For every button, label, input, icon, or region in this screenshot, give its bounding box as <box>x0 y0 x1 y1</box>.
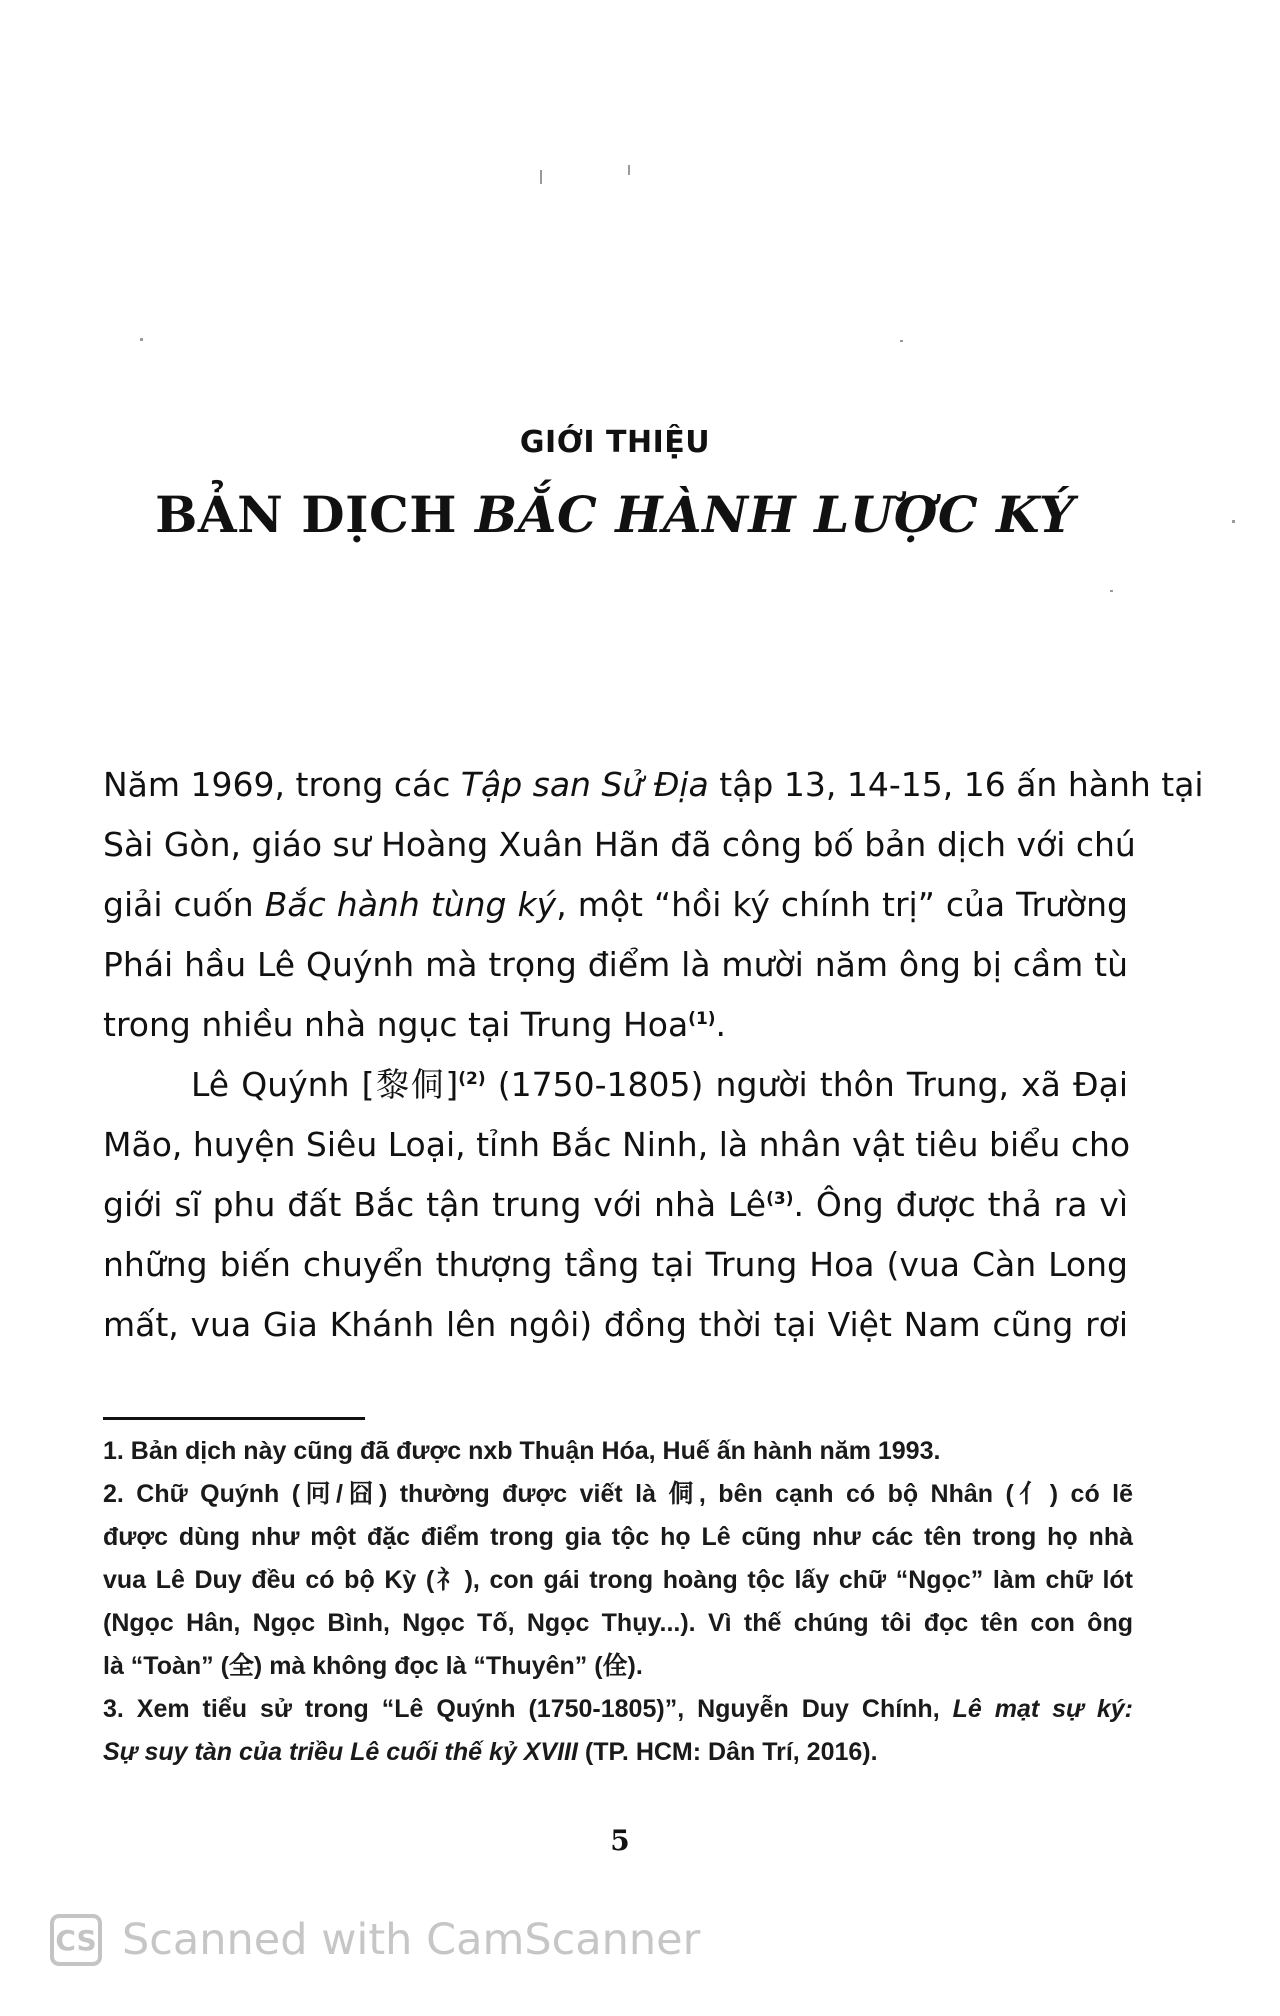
footnotes <box>103 1430 1133 1774</box>
text-run: (TP. HCM: Dân Trí, 2016). <box>577 1738 878 1766</box>
paragraph-line <box>103 1175 1128 1235</box>
paragraph-line: Phái hầu Lê Quýnh mà trọng điểm là mười năm ông bị cầm tù <box>103 945 1128 984</box>
text-run: trong nhiều nhà ngục tại Trung Hoa <box>103 1005 689 1044</box>
text-run: . Ông được thả ra vì <box>793 1185 1128 1224</box>
footnote-line <box>103 1731 1133 1774</box>
footnote-line: 2. Chữ Quýnh (冋/囧) thường được viết là 侗, bên cạnh có bộ Nhân (亻) có lẽ <box>103 1480 1133 1508</box>
paragraph-line <box>103 755 1204 815</box>
text-run: Năm 1969, trong các <box>103 765 461 804</box>
footnote-divider <box>103 1417 365 1420</box>
watermark-text: Scanned with CamScanner <box>122 1915 701 1965</box>
footnote-ref: (2) <box>458 1069 486 1089</box>
paragraph-line: những biến chuyển thượng tầng tại Trung Hoa (vua Càn Long <box>103 1245 1128 1284</box>
scan-speck <box>900 340 903 342</box>
paragraph-line: Sài Gòn, giáo sư Hoàng Xuân Hãn đã công bố bản dịch với chú <box>103 825 1136 864</box>
page-number: 5 <box>610 1824 630 1857</box>
footnote-line: vua Lê Duy đều có bộ Kỳ (礻), con gái trong hoàng tộc lấy chữ “Ngọc” làm chữ lót <box>103 1566 1133 1594</box>
footnote-ref: (1) <box>688 1009 716 1029</box>
footnote-line <box>103 1688 1133 1731</box>
paragraph-line: Mão, huyện Siêu Loại, tỉnh Bắc Ninh, là nhân vật tiêu biểu cho <box>103 1125 1131 1164</box>
italic-run: Lê mạt sự ký: <box>952 1695 1133 1723</box>
italic-run: Bắc hành tùng ký <box>264 885 557 924</box>
title-main: BẢN DỊCH <box>155 485 475 544</box>
page-title <box>0 485 1230 544</box>
title-italic: BẮC HÀNH LƯỢC KÝ <box>474 485 1075 544</box>
paragraph-line <box>103 1055 1128 1115</box>
footnote-ref: (3) <box>766 1189 794 1209</box>
text-run: , một “hồi ký chính trị” của Trường <box>556 885 1128 924</box>
text-run: 3. Xem tiểu sử trong “Lê Quýnh (1750-1805)”, Nguyễn Duy Chính, <box>103 1695 953 1723</box>
camscanner-logo-icon: CS <box>50 1914 102 1966</box>
text-run: (1750-1805) người thôn Trung, xã Đại <box>485 1065 1128 1104</box>
text-run: . <box>715 1005 727 1044</box>
scan-speck <box>540 170 542 184</box>
scan-speck <box>1110 590 1113 592</box>
scan-speck <box>140 338 143 341</box>
body-text <box>103 755 1204 1355</box>
text-run: giải cuốn <box>103 885 265 924</box>
footnote-line: 1. Bản dịch này cũng đã được nxb Thuận Hóa, Huế ấn hành năm 1993. <box>103 1437 941 1465</box>
footnote-line: (Ngọc Hân, Ngọc Bình, Ngọc Tố, Ngọc Thụy...). Vì thế chúng tôi đọc tên con ông <box>103 1609 1133 1637</box>
camscanner-watermark <box>50 1910 700 1970</box>
footnote-line: được dùng như một đặc điểm trong gia tộc họ Lê cũng như các tên trong họ nhà <box>103 1523 1133 1551</box>
paragraph-line <box>103 875 1128 935</box>
paragraph-line: mất, vua Gia Khánh lên ngôi) đồng thời tại Việt Nam cũng rơi <box>103 1305 1128 1344</box>
scan-speck <box>628 165 630 175</box>
italic-run: Tập san Sử Địa <box>460 765 709 804</box>
scan-speck <box>1232 520 1235 523</box>
italic-run: Sự suy tàn của triều Lê cuối thế kỷ XVIII <box>103 1738 578 1766</box>
text-run: tập 13, 14-15, 16 ấn hành tại <box>708 765 1204 804</box>
footnote-line: là “Toàn” (全) mà không đọc là “Thuyên” (佺). <box>103 1652 643 1680</box>
section-kicker: GIỚI THIỆU <box>519 425 711 460</box>
text-run: giới sĩ phu đất Bắc tận trung với nhà Lê <box>103 1185 767 1224</box>
text-run: Lê Quýnh [黎侗] <box>191 1065 459 1104</box>
paragraph-line <box>103 995 1128 1055</box>
